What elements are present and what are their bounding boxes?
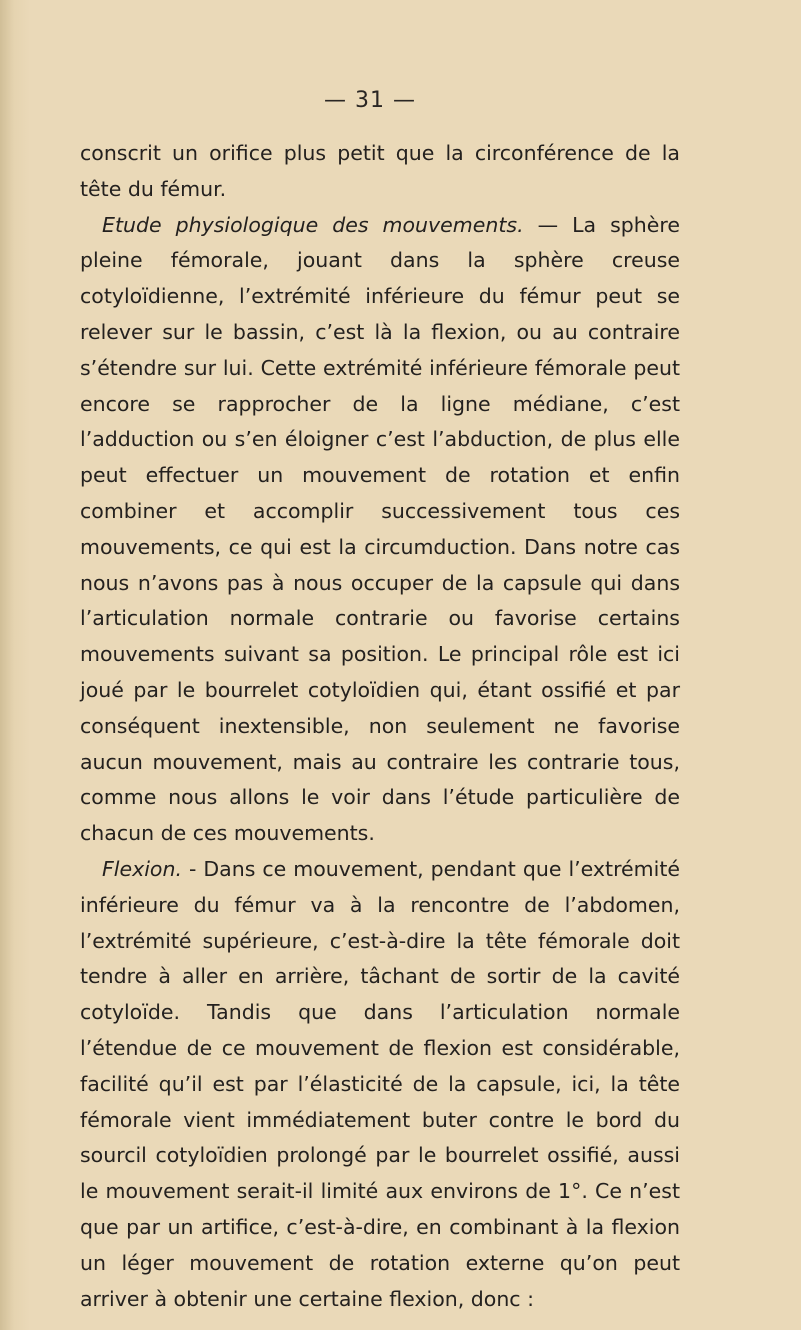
paragraph-physiology [80, 208, 680, 852]
paragraph-body: conscrit un orifice plus petit que la circonférence de la tête du fémur. [80, 141, 680, 201]
paragraph-body: - Dans ce mouvement, pendant que l’extrémité inférieure du fémur va à la rencontre de l’abdomen, l’extrémité supérieure, c’est-à-dire la tête fémorale doit tendre à aller en arrière, tâchant de sortir de la cavité cotyloïde. Tandis que dans l’articulation normale l’étendue de ce mouvement de flexion est considérable, facilité qu’il est par l’élasticité de la capsule, ici, la tête fémorale vient immédiatement buter contre le bord du sourcil cotyloïdien prolongé par le bourrelet ossifié, aussi le mouvement serait-il limité aux environs de 1°. Ce n’est que par un artifice, c’est-à-dire, en combinant à la flexion un léger mouvement de rotation externe qu’on peut arriver à obtenir une certaine flexion, donc : [80, 856, 680, 1311]
section-heading-physiology: Etude physiologique des mouvements. [102, 212, 524, 237]
page-number: — 31 — [324, 88, 416, 113]
paragraph-flexion [80, 852, 680, 1317]
paragraph-continuation [80, 136, 680, 208]
section-heading-flexion: Flexion. [102, 856, 182, 881]
body-text [80, 136, 680, 1317]
paragraph-body: — La sphère pleine fémorale, jouant dans la sphère creuse cotyloïdienne, l’extrémité inférieure du fémur peut se relever sur le bassin, c’est là la flexion, ou au contraire s’étendre sur lui. Cette extrémité inférieure fémorale peut encore se rapprocher de la ligne médiane, c’est l’adduction ou s’en éloigner c’est l’abduction, de plus elle peut effectuer un mouvement de rotation et enfin combiner et accomplir successivement tous ces mouvements, ce qui est la circumduction. Dans notre cas nous n’avons pas à nous occuper de la capsule qui dans l’articulation normale contrarie ou favorise certains mouvements suivant sa position. Le principal rôle est ici joué par le bourrelet cotyloïdien qui, étant ossifié et par conséquent inextensible, non seulement ne favorise aucun mouvement, mais au contraire les contrarie tous, comme nous allons le voir dans l’étude particulière de chacun de ces mouvements. [80, 212, 680, 846]
